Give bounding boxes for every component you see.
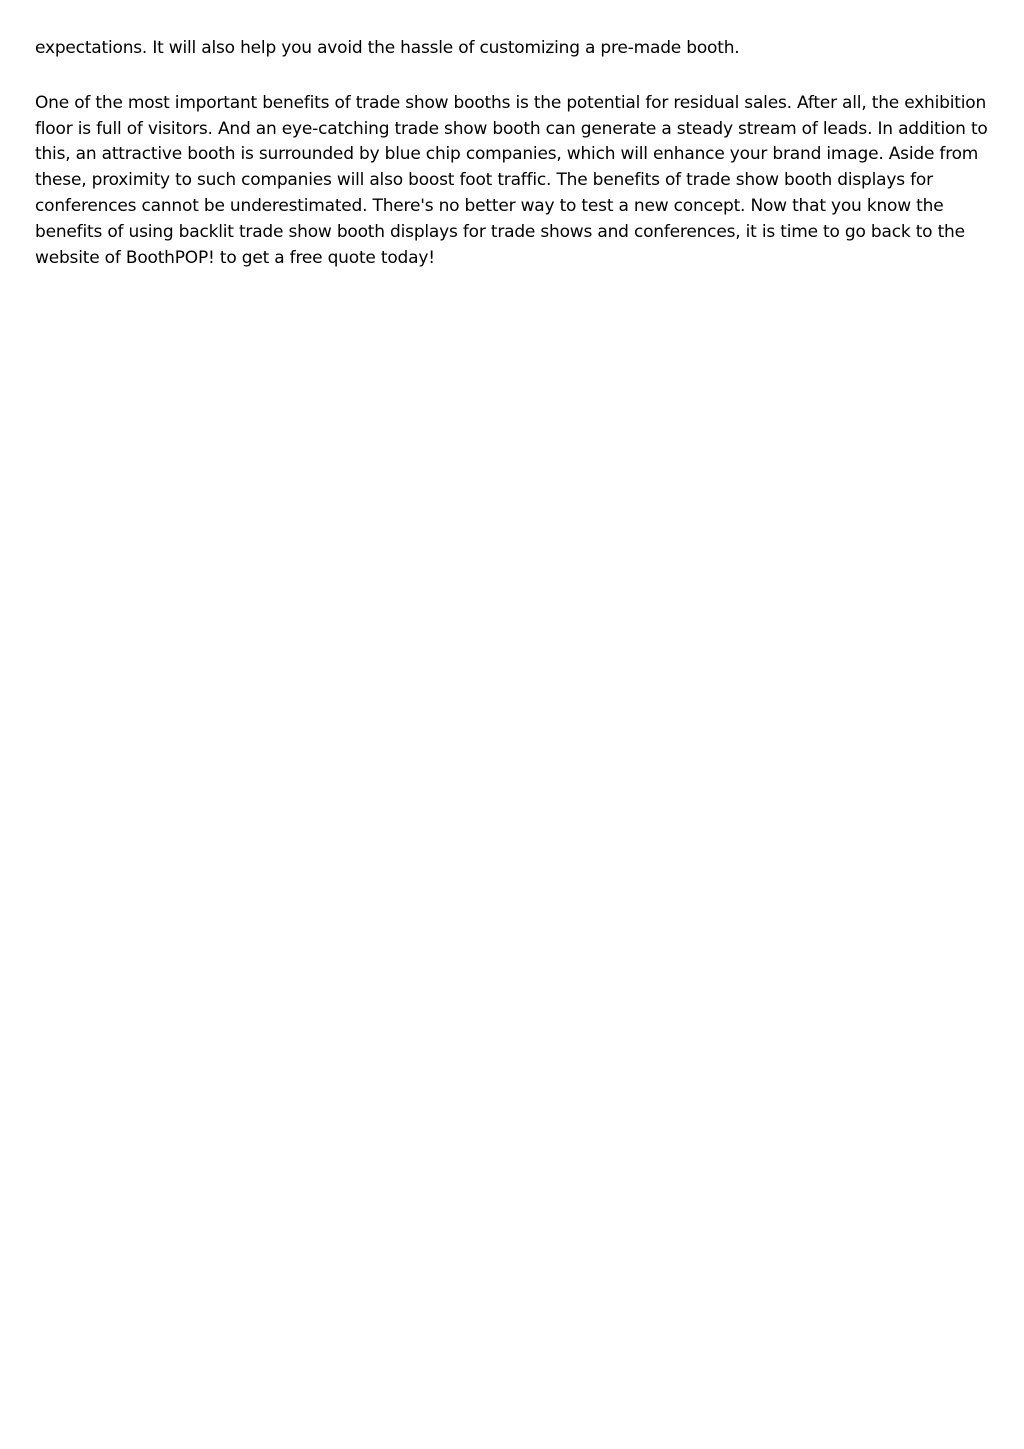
text-line: this, an attractive booth is surrounded by blue chip companies, which will enhance your brand image. Aside from <box>35 144 979 165</box>
text-line: website of BoothPOP! to get a free quote today! <box>35 247 435 268</box>
text-line: One of the most important benefits of trade show booths is the potential for residual sales. After all, the exhibition <box>35 92 987 113</box>
text-line: conferences cannot be underestimated. There's no better way to test a new concept. Now that you know the <box>35 195 944 216</box>
text-line: benefits of using backlit trade show booth displays for trade shows and conferences, it is time to go back to the <box>35 221 965 242</box>
text-line: floor is full of visitors. And an eye-catching trade show booth can generate a steady stream of leads. In addition to <box>35 118 988 139</box>
paragraph-2 <box>35 91 990 272</box>
paragraph-1 <box>35 36 990 62</box>
text-line: expectations. It will also help you avoid the hassle of customizing a pre-made booth. <box>35 38 740 58</box>
text-line: these, proximity to such companies will also boost foot traffic. The benefits of trade show booth displays for <box>35 170 933 191</box>
